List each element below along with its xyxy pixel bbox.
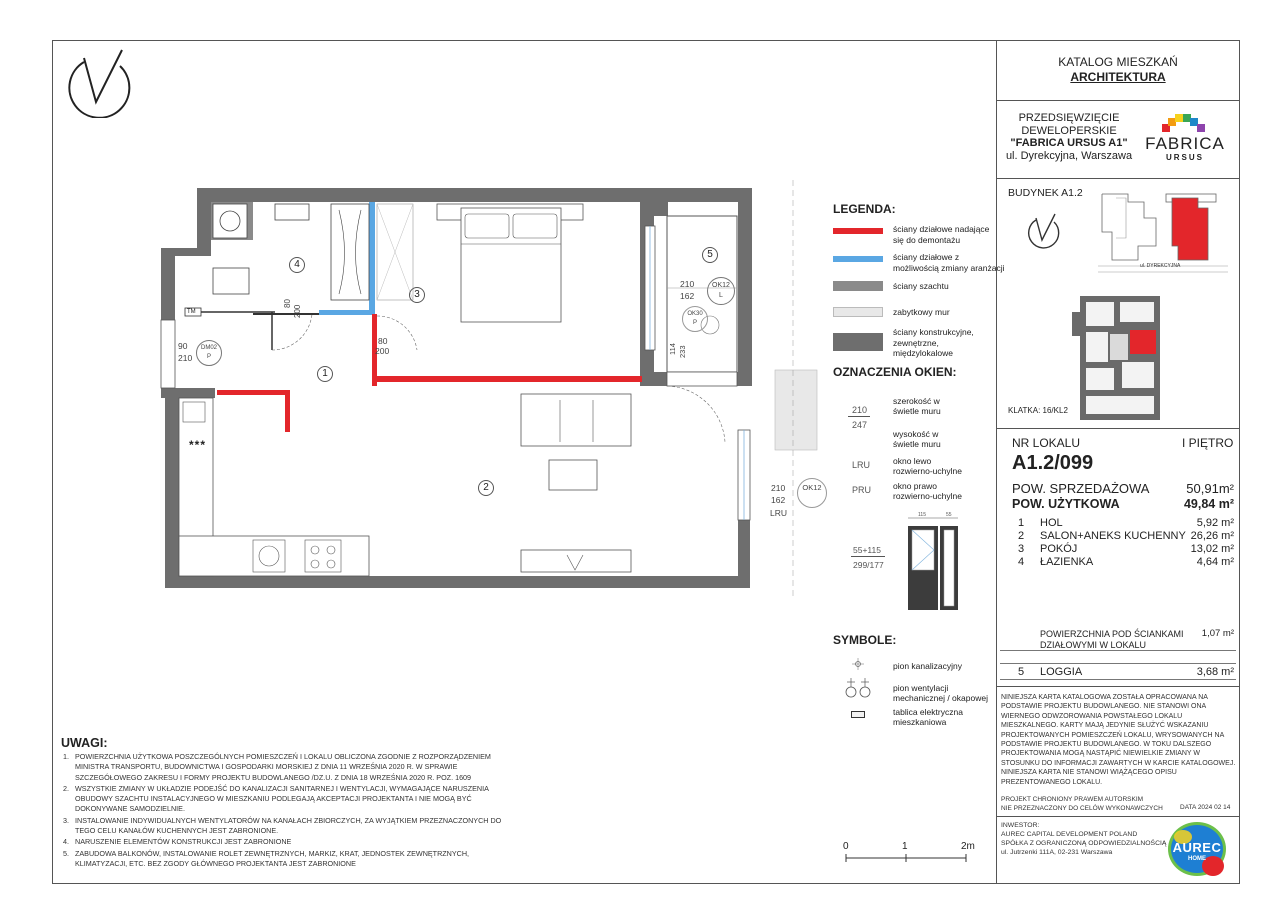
window-sample-height: 299/177 <box>853 560 884 570</box>
window-height-desc <box>893 429 941 449</box>
legend-text: zewnętrzne, <box>893 337 939 348</box>
windows-title: OZNACZENIA OKIEN: <box>833 365 957 379</box>
legend-text: rozwierno-uchylne <box>893 491 962 501</box>
room-area: 4,64 m² <box>1196 556 1234 568</box>
legend-text: szerokość w <box>893 396 940 406</box>
copyright-line1: PROJEKT CHRONIONY PRAWEM AUTORSKIM <box>1001 796 1144 803</box>
door-dim: 200 <box>375 346 390 356</box>
window-code-marker <box>707 277 735 305</box>
room-number: 3 <box>1018 543 1025 555</box>
room-number: 4 <box>1018 556 1025 568</box>
room-area: 13,02 m² <box>1190 543 1234 555</box>
electric-panel-icon <box>851 711 865 718</box>
room-name: POKÓJ <box>1040 543 1078 555</box>
symbol-text: pion wentylacji <box>893 683 949 693</box>
legend-text: rozwierno-uchylne <box>893 466 962 476</box>
divider <box>1000 663 1236 664</box>
room-name: ŁAZIENKA <box>1040 556 1094 568</box>
room-number: 2 <box>1018 530 1025 542</box>
note-item: 2. WSZYSTKIE ZMIANY W UKŁADZIE PODEJŚĆ DO KANALIZACJI SANITARNEJ I WENTYLACJI, WYMAGAJĄCE NARUSZENIA OBUDOWY SZACHTU INSTALACYJNEGO W MIESZKANIU PODLEGAJĄ AKCEPTACJI PROJEKTANTA I NIE MOGĄ BYĆ DOKONYWANE SAMODZIELNIE. <box>63 783 489 814</box>
floor-plan <box>155 180 835 600</box>
legend-item <box>893 224 989 246</box>
note-text: ZABUDOWA BALKONÓW, INSTALOWANIE ROLET ZEWNĘTRZNYCH, MARKIZ, KRAT, JEDNOSTEK ZEWNĘTRZNYCH, KLIMATYZACJI, ETC. BEZ ZGODY GŁÓWNEGO PROJEKTANTA JEST ZABRONIONE <box>75 848 470 868</box>
street-label: ul. DYREKCYJNA <box>1140 263 1181 269</box>
usable-area-label: POW. UŻYTKOWA <box>1012 497 1120 511</box>
window-dim: 210 <box>771 483 786 493</box>
legend-swatch-structural <box>833 333 883 351</box>
legend-item <box>893 252 1004 274</box>
divider <box>1000 679 1236 680</box>
room-marker: 5 <box>702 247 718 263</box>
lru-desc <box>893 456 962 476</box>
pru-code: PRU <box>852 485 872 495</box>
project-info <box>1000 112 1138 162</box>
divider <box>848 416 870 417</box>
room-name: SALON+ANEKS KUCHENNY <box>1040 530 1186 542</box>
catalog-line2: ARCHITEKTURA <box>1070 70 1166 84</box>
legend-text: okno prawo <box>893 481 937 491</box>
window-dim: 210 <box>680 279 695 289</box>
pru-desc <box>893 481 962 501</box>
window-code: OK12 <box>712 282 730 289</box>
legend-text: ściany konstrukcyjne, <box>893 327 974 337</box>
investor-info <box>1001 821 1166 857</box>
investor-line2: SPÓŁKA Z OGRANICZONĄ ODPOWIEDZIALNOŚCIĄ <box>1001 840 1167 847</box>
usable-area-value: 49,84 m² <box>1183 497 1234 511</box>
partition-area-value: 1,07 m² <box>1201 628 1234 639</box>
note-item: 1. POWIERZCHNIA UŻYTKOWA POSZCZEGÓLNYCH POMIESZCZEŃ I LOKALU OBLICZONA ZGODNIE Z ROZPORZĄDZENIEM MINISTRA TRANSPORTU, BUDOWNICTWA I GOSPODARKI MORSKIEJ Z DNIA 11 WRZEŚNIA 2020 R. W SPRAWIE SZCZEGÓŁOWEGO ZAKRESU I FORMY PROJEKTU BUDOWLANEGO /DZ.U. Z DNIA 18 WRZEŚNIA 2020 R. POZ. 1609 <box>63 752 491 782</box>
symbol-text: pion kanalizacyjny <box>893 661 962 671</box>
floor-key-plan <box>1072 292 1164 420</box>
legend-text: międzylokalowe <box>893 348 953 358</box>
notes-list <box>63 752 503 870</box>
unit-floor: I PIĘTRO <box>1182 436 1234 450</box>
disclaimer: NINIEJSZA KARTA KATALOGOWA ZOSTAŁA OPRACOWANA NA PODSTAWIE PROJEKTU BUDOWLANEGO. NIE STANOWI ONA WIERNEGO ODWZOROWANIA POWSTAŁEGO LOKALU MIESZKALNEGO. KARTY MAJĄ JEDYNIE SŁUŻYĆ WSKAZANIU PROJEKTOWANYCH POMIESZCZEŃ LOKALU, WRYSOWANYCH NA PODSTAWIE PROJEKTU BUDOWLANEGO. W TOKU DALSZEGO PROJEKTOWANIA MOGĄ NASTĄPIĆ NIEWIELKIE ZMIANY W STOSUNKU DO INFORMACJI ZAWARTYCH W KARCIE KATALOGOWEJ. NINIEJSZA KARTA NIE STANOWI WIĄŻĄCEGO OPISU PREZENTOWANEGO LOKALU. <box>1001 694 1236 786</box>
vent-marker: *** <box>189 438 207 452</box>
aurec-logo-sub: HOME <box>1188 856 1206 862</box>
legend-title: LEGENDA: <box>833 202 896 216</box>
company-logo-icon <box>64 48 134 118</box>
divider <box>996 178 1240 179</box>
note-text: NARUSZENIE ELEMENTÓW KONSTRUKCJI JEST ZABRONIONE <box>75 837 292 847</box>
structural-walls <box>161 188 752 588</box>
window-code: OK30 <box>687 311 703 317</box>
divider <box>851 556 885 557</box>
symbol-item <box>893 683 988 703</box>
electric-panel-label: TM <box>187 309 196 315</box>
project-line1: PRZEDSIĘWZIĘCIE <box>1018 112 1120 124</box>
note-text: WSZYSTKIE ZMIANY W UKŁADZIE PODEJŚĆ DO KANALIZACJI SANITARNEJ I WENTYLACJI, WYMAGAJĄCE NARUSZENIA OBUDOWY SZACHTU INSTALACYJNEGO W MIESZKANIU PODLEGAJĄ AKCEPTACJI PROJEKTANTA I NIE MOGĄ BYĆ DOKONYWANE SAMODZIELNIE. <box>75 783 489 814</box>
legend-text: ściany szachtu <box>893 281 949 291</box>
door-dim: 90 <box>178 341 188 351</box>
window-dim: 162 <box>771 495 786 505</box>
sale-area-value: 50,91m² <box>1186 481 1234 496</box>
window-sample-dim1: 115 <box>918 512 926 518</box>
window-sample-icon <box>900 512 970 612</box>
legend-text: świetle muru <box>893 439 941 449</box>
legend-text: okno lewo <box>893 456 932 466</box>
fabrica-logo-icon <box>1160 112 1210 134</box>
legend-item <box>893 327 974 359</box>
project-address: ul. Dyrekcyjna, Warszawa <box>1005 149 1133 162</box>
mini-logo-icon <box>1026 212 1060 250</box>
symbol-text: mieszkaniowa <box>893 717 947 727</box>
klatka-label: KLATKA: 16/KL2 <box>1008 406 1068 415</box>
date: DATA 2024 02 14 <box>1180 804 1231 811</box>
note-item: 4. NARUSZENIE ELEMENTÓW KONSTRUKCJI JEST ZABRONIONE <box>63 837 292 847</box>
copyright <box>1001 795 1163 813</box>
lru-code: LRU <box>852 460 871 470</box>
partition-label-line1: POWIERZCHNIA POD ŚCIANKAMI <box>1040 629 1184 639</box>
legend-text: możliwością zmiany aranżacji <box>893 263 1005 273</box>
notes-title: UWAGI: <box>61 736 108 750</box>
divider <box>996 816 1240 817</box>
legend-swatch-shaft <box>833 281 883 291</box>
legend-text: się do demontażu <box>893 235 961 245</box>
investor-line1: AUREC CAPITAL DEVELOPMENT POLAND <box>1001 831 1138 838</box>
investor-label: INWESTOR: <box>1001 822 1040 829</box>
note-item: 5. ZABUDOWA BALKONÓW, INSTALOWANIE ROLET ZEWNĘTRZNYCH, MARKIZ, KRAT, JEDNOSTEK ZEWNĘTRZNYCH, KLIMATYZACJI, ETC. BEZ ZGODY GŁÓWNEGO PROJEKTANTA JEST ZABRONIONE <box>63 848 470 868</box>
divider <box>996 686 1240 687</box>
window-type: L <box>719 292 723 299</box>
legend-swatch-historic <box>833 307 883 317</box>
room-name: HOL <box>1040 517 1063 529</box>
unit-number: A1.2/099 <box>1012 452 1094 474</box>
room-area: 26,26 m² <box>1190 530 1234 542</box>
window-type: LRU <box>770 508 788 518</box>
window-dim: 233 <box>678 345 687 358</box>
legend-swatch-blue <box>833 256 883 262</box>
door-dim: 80 <box>283 299 292 308</box>
symbol-text: mechanicznej / okapowej <box>893 693 988 703</box>
unit-number-label: NR LOKALU <box>1012 436 1081 450</box>
building-label: BUDYNEK A1.2 <box>1008 187 1083 199</box>
divider <box>996 100 1240 101</box>
window-height-code: 247 <box>852 420 868 430</box>
legend-swatch-red <box>833 228 883 234</box>
door-side: P <box>206 354 211 360</box>
room-marker: 1 <box>317 366 333 382</box>
symbols-title: SYMBOLE: <box>833 633 897 647</box>
window-width-desc <box>893 396 941 416</box>
room-marker: 2 <box>478 480 494 496</box>
note-item: 3. INSTALOWANIE INDYWIDUALNYCH WENTYLATORÓW NA KANAŁACH ZBIORCZYCH, ZA WYJĄTKIEM PRZEZNACZONYCH DO TEGO CELU KANAŁÓW KUCHENNYCH JEST ZABRONIONE. <box>63 815 502 836</box>
scale-label-1: 1 <box>902 841 908 852</box>
window-code-marker: OK12 <box>797 478 827 508</box>
window-dim: 162 <box>680 291 695 301</box>
ventilation-riser-icon <box>843 674 873 700</box>
room-marker: 4 <box>289 257 305 273</box>
site-plan-map <box>1098 188 1228 274</box>
aurec-logo-text: AUREC <box>1172 840 1222 855</box>
legend-text: świetle muru <box>893 406 941 416</box>
room-number: 1 <box>1018 517 1025 529</box>
room-marker: 3 <box>409 287 425 303</box>
symbol-text: tablica elektryczna <box>893 707 963 717</box>
scale-label-2: 2m <box>961 841 975 852</box>
sale-area-label: POW. SPRZEDAŻOWA <box>1012 481 1150 496</box>
door-code-marker <box>196 340 222 366</box>
loggia-name: LOGGIA <box>1040 666 1083 678</box>
door-dim: 200 <box>293 304 302 318</box>
window-code-marker <box>682 306 708 332</box>
window-width-code: 210 <box>852 405 868 415</box>
window-sample-width: 55+115 <box>853 545 881 555</box>
window-dim: 114 <box>668 343 677 355</box>
legend-text: wysokość w <box>893 429 939 439</box>
window-sample-dim2: 55 <box>946 512 952 518</box>
room-area: 5,92 m² <box>1196 517 1234 529</box>
loggia-area: 3,68 m² <box>1196 666 1234 678</box>
divider <box>996 428 1240 429</box>
door-dim: 210 <box>178 353 193 363</box>
note-text: INSTALOWANIE INDYWIDUALNYCH WENTYLATORÓW NA KANAŁACH ZBIORCZYCH, ZA WYJĄTKIEM PRZEZNACZONYCH DO TEGO CELU KANAŁÓW KUCHENNYCH JEST ZABRONIONE. <box>75 815 502 836</box>
window-side: P <box>692 320 697 326</box>
sewer-riser-icon <box>852 658 864 670</box>
door-code: DM02 <box>200 345 217 351</box>
investor-line3: ul. Jutrzenki 111A, 02-231 Warszawa <box>1001 849 1113 856</box>
legend-text: zabytkowy mur <box>893 307 950 317</box>
catalog-line1: KATALOG MIESZKAŃ <box>1058 55 1178 69</box>
copyright-line2: NIE PRZEZNACZONY DO CELÓW WYKONAWCZYCH <box>1001 805 1163 812</box>
project-line2: DEWELOPERSKIE <box>1021 124 1117 137</box>
symbol-item <box>893 707 963 727</box>
project-name: "FABRICA URSUS A1" <box>1010 137 1128 149</box>
scale-label-0: 0 <box>843 841 849 852</box>
partition-label-line2: DZIAŁOWYMI W LOKALU <box>1040 640 1147 650</box>
legend-text: ściany działowe z <box>893 252 960 262</box>
catalog-title <box>996 55 1240 85</box>
door-dim: 80 <box>378 336 388 346</box>
note-text: POWIERZCHNIA UŻYTKOWA POSZCZEGÓLNYCH POMIESZCZEŃ I LOKALU OBLICZONA ZGODNIE Z ROZPORZĄDZENIEM MINISTRA TRANSPORTU, BUDOWNICTWA I GOSPODARKI MORSKIEJ Z DNIA 11 WRZEŚNIA 2020 R. W SPRAWIE SZCZEGÓŁOWEGO ZAKRESU I FORMY PROJEKTU BUDOWLANEGO /DZ.U. Z DNIA 18 WRZEŚNIA 2020 R. POZ. 1609 <box>75 752 491 782</box>
scale-bar <box>840 854 980 864</box>
loggia-number: 5 <box>1018 666 1025 678</box>
legend-text: ściany działowe nadające <box>893 224 990 234</box>
partition-area-label <box>1040 629 1184 651</box>
fabrica-sub: URSUS <box>1165 153 1204 162</box>
aurec-logo-icon <box>1168 822 1228 878</box>
fabrica-wordmark: FABRICA <box>1145 134 1225 153</box>
